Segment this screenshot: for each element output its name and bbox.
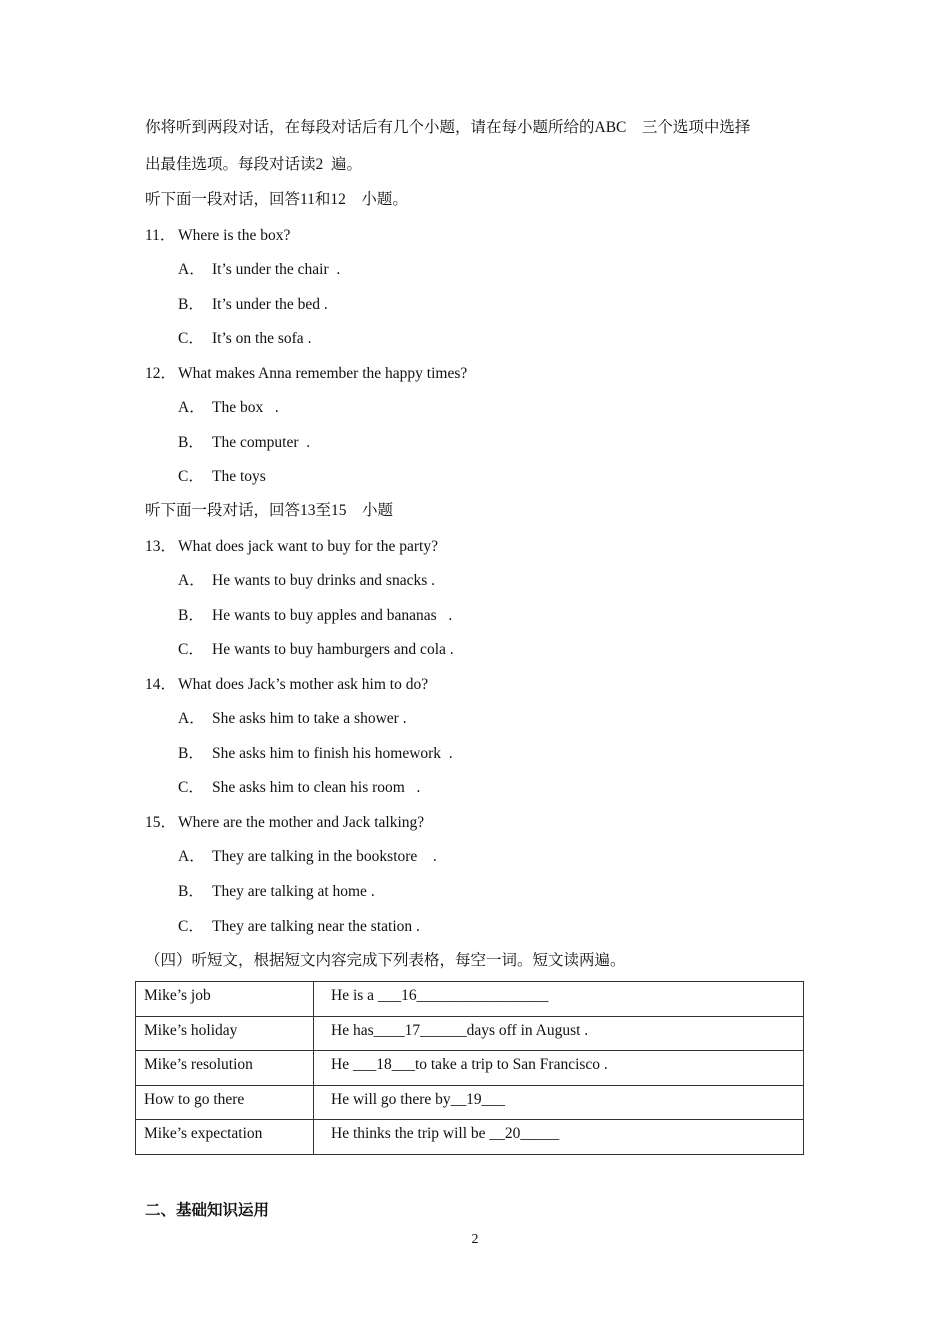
table-row	[136, 1051, 804, 1086]
option-14-c: C． She asks him to clean his room .	[178, 779, 421, 796]
question-number: 14．	[145, 676, 177, 693]
part4-heading: （四）听短文，根据短文内容完成下列表格，每空一词。短文读两遍。	[145, 952, 626, 969]
table-row	[136, 1085, 804, 1120]
dialog2-heading: 听下面一段对话，回答13至15 小题	[145, 502, 394, 519]
question-text: Where are the mother and Jack talking?	[178, 814, 425, 831]
intro-line-2: 出最佳选项。每段对话读2 遍。	[145, 156, 363, 173]
table-value: He is a ___16_________________	[314, 982, 804, 1017]
question-number: 11．	[145, 227, 176, 244]
question-text: Where is the box?	[178, 227, 291, 244]
dialog1-heading: 听下面一段对话，回答11和12 小题。	[145, 191, 408, 208]
question-text: What makes Anna remember the happy times?	[178, 365, 468, 382]
option-12-b: B． The computer .	[178, 434, 311, 451]
table-value: He will go there by__19___	[314, 1085, 804, 1120]
option-11-a: A． It’s under the chair .	[178, 261, 341, 278]
page-number: 2	[471, 1232, 479, 1247]
table-label: Mike’s resolution	[136, 1051, 314, 1086]
question-15	[145, 813, 424, 833]
option-14-a: A． She asks him to take a shower .	[178, 710, 407, 727]
question-number: 15．	[145, 814, 177, 831]
intro-line-1: 你将听到两段对话，在每段对话后有几个小题，请在每小题所给的ABC 三个选项中选择	[145, 119, 751, 136]
option-15-c: C． They are talking near the station .	[178, 918, 420, 935]
option-15-a: A． They are talking in the bookstore .	[178, 848, 437, 865]
option-13-a: A． He wants to buy drinks and snacks .	[178, 572, 435, 589]
table-value: He has____17______days off in August .	[314, 1016, 804, 1051]
option-13-c: C． He wants to buy hamburgers and cola .	[178, 641, 454, 658]
option-14-b: B． She asks him to finish his homework .	[178, 745, 453, 762]
table-value: He ___18___to take a trip to San Francisco .	[314, 1051, 804, 1086]
table-row	[136, 1016, 804, 1051]
option-12-c: C． The toys	[178, 468, 266, 485]
question-12	[145, 364, 467, 384]
question-text: What does Jack’s mother ask him to do?	[178, 676, 429, 693]
table-label: How to go there	[136, 1085, 314, 1120]
table-value: He thinks the trip will be __20_____	[314, 1120, 804, 1155]
option-15-b: B． They are talking at home .	[178, 883, 375, 900]
question-13	[145, 537, 438, 557]
option-13-b: B． He wants to buy apples and bananas .	[178, 607, 453, 624]
option-12-a: A． The box .	[178, 399, 279, 416]
table-label: Mike’s job	[136, 982, 314, 1017]
table-row	[136, 982, 804, 1017]
question-number: 13．	[145, 538, 177, 555]
question-11	[145, 226, 290, 246]
question-14	[145, 675, 428, 695]
question-text: What does jack want to buy for the party?	[178, 538, 438, 555]
table-label: Mike’s expectation	[136, 1120, 314, 1155]
table-label: Mike’s holiday	[136, 1016, 314, 1051]
section-2-heading: 二、基础知识运用	[145, 1202, 270, 1219]
table-row	[136, 1120, 804, 1155]
option-11-c: C． It’s on the sofa .	[178, 330, 312, 347]
option-11-b: B． It’s under the bed .	[178, 296, 328, 313]
question-number: 12．	[145, 365, 177, 382]
fill-in-table	[135, 981, 804, 1155]
